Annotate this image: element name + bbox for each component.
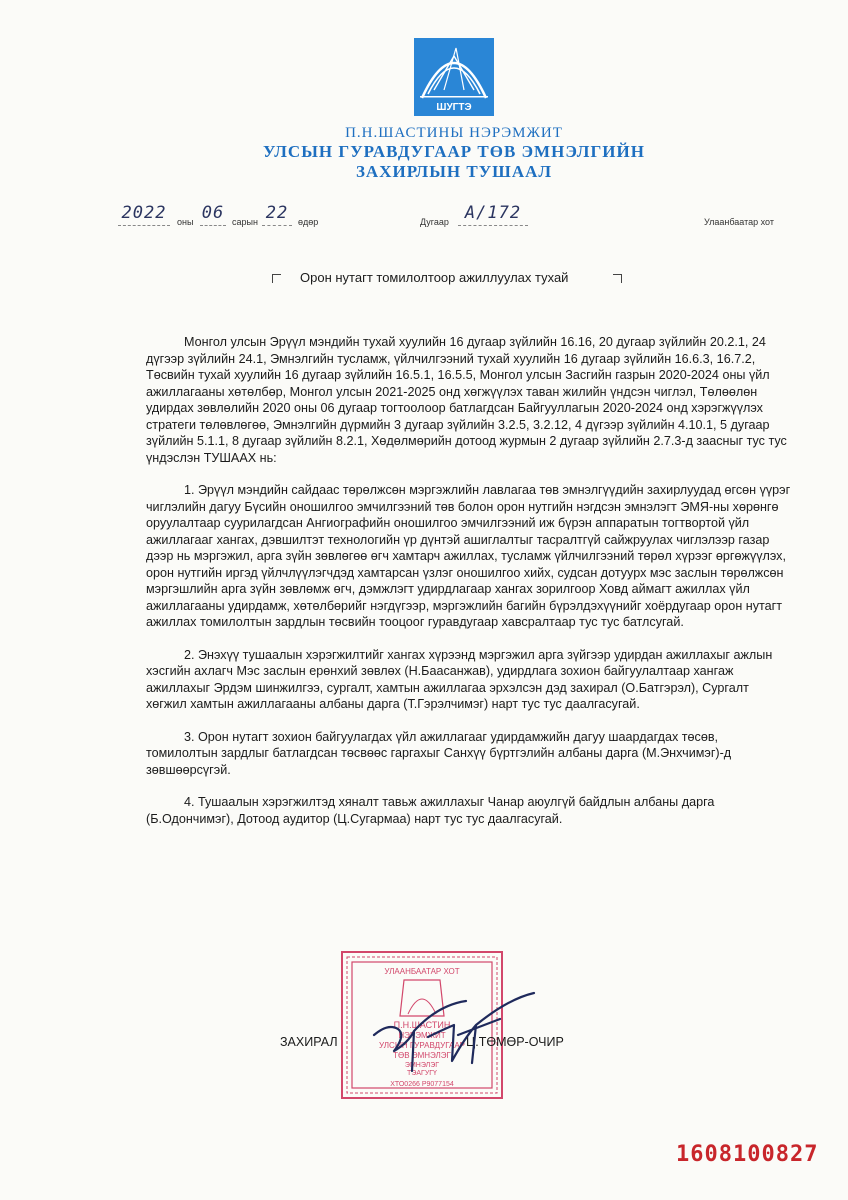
order-number: А/172: [458, 203, 528, 226]
stamp-line6: ТЭАГУГҮ: [407, 1070, 437, 1077]
document-header: [0, 124, 848, 182]
month-label: сарын: [232, 217, 258, 227]
hospital-subtitle: П.Н.ШАСТИНЫ НЭРЭМЖИТ: [345, 125, 563, 141]
hospital-logo: [414, 38, 494, 116]
subject-text: Орон нутагт томилолтоор ажиллуулах тухай: [300, 270, 569, 285]
order-item-4: 4. Тушаалын хэрэгжилтэд хяналт тавьж ажиллахыг Чанар аюулгүй байдлын албаны дарга (Б.Одончимэг), Дотоод аудитор (Ц.Сугармаа) нарт тус тус даалгасугай.: [146, 795, 715, 826]
corner-mark-right: [613, 274, 622, 283]
month-value: 06: [200, 203, 226, 226]
stamp-city: УЛААНБААТАР ХОТ: [384, 967, 460, 976]
hospital-title: УЛСЫН ГУРАВДУГААР ТӨВ ЭМНЭЛГИЙН: [263, 142, 645, 161]
day-value: 22: [262, 203, 292, 226]
signatory-position: ЗАХИРАЛ: [280, 1035, 338, 1049]
corner-mark-left: [272, 274, 281, 283]
order-title: ЗАХИРЛЫН ТУШААЛ: [355, 162, 553, 181]
year-value: 2022: [118, 203, 170, 226]
stamp-registry: ХТО0266 Р9077154: [390, 1081, 454, 1088]
signatory-name: Ц.ТӨМӨР-ОЧИР: [466, 1035, 564, 1049]
stamp-line4: ТӨВ ЭМНЭЛЭГ: [393, 1051, 451, 1060]
stamp-line2: НЭРЭМЖИТ: [398, 1031, 446, 1040]
document-serial-number: 1608100827: [676, 1142, 819, 1167]
city-label: Улаанбаатар хот: [704, 217, 774, 227]
order-body: [146, 334, 792, 827]
preamble-paragraph: Монгол улсын Эрүүл мэндийн тухай хуулийн 16 дугаар зүйлийн 16.16, 20 дугаар зүйлийн 20.2.1, 24 дүгээр зүйлийн 24.1, Эмнэлгийн тусламж, үйлчилгээний тухай хуулийн 16 дугаар зүйлийн 16.6.3, 16.7.2, Төсвийн тухай хуулийн 16 дугаар зүйлийн 16.5.1, 16.5.5, Монгол улсын Засгийн газрын 2020-2024 оны үйл ажиллагааны хөтөлбөр, Монгол улсын 2021-2025 онд хөгжүүлэх таван жилийн үндсэн чиглэл, Төлөөлөн удирдах зөвлөлийн 2020 оны 06 дугаар тогтоолоор батлагдсан Байгууллагын 2020-2024 онд хэрэгжүүлэх стратеги төлөвлөгөө, Эмнэлгийн дүрмийн 3 дугаар зүйлийн 3.2.5, 3.2.12, 4 дүгээр зүйлийн 4.10.1, 5 дугаар зүйлийн 5.1.1, 8 дугаар зүйлийн 8.2.1, Хөдөлмөрийн дотоод журмын 2 дугаар зүйлийн 2.7.3-д заасныг тус тус үндэслэн ТУШААХ нь:: [146, 335, 787, 465]
order-item-3: 3. Орон нутагт зохион байгуулагдах үйл ажиллагааг удирдамжийн дагуу шаардагдах төсөв, томилолтын зардлыг батлагдсан төсвөөс гаргахыг Санхүү бүртгэлийн албаны дарга (М.Энхчимэг)-д зөвшөөрсүгэй.: [146, 729, 732, 777]
year-label: оны: [177, 217, 194, 227]
date-line: [118, 203, 798, 233]
logo-text: ШУГТЭ: [436, 102, 472, 113]
handwritten-signature: [368, 985, 538, 1075]
stamp-line1: П.Н.ШАСТИН: [393, 1020, 451, 1030]
order-item-1: 1. Эрүүл мэндийн сайдаас төрөлжсөн мэргэжлийн лавлагаа төв эмнэлгүүдийн захирлуудад өгсөн үүрэг чиглэлийн дагуу Бүсийн оношилгоо эмчилгээний төв болон орон нутгийн нэгдсэн эмнэлэгт ЭМЯ-ны хөрөнгө оруулалтаар суурилагдсан Ангиографийн оношилгоо эмчилгээний иж бүрэн аппаратын тогтвортой үйл ажиллагааг хангах, дэвшилтэт технологийн үр дүнтэй ашиглалтыг тасралтгүй сайжруулах чиглэлээр газар дээр нь мэргэжил, арга зүйн зөвлөгөө өгч хамтарч ажиллах, тусламж үйлчилгээний төрөл хүрээг өргөжүүлэх, орон нутгийн иргэд үйлчлүүлэгчдэд хамтарсан үзлэг оношилгоо хийх, судсан дотуурх мэс заслын төрөлжсөн мэргэшлийн арга зүйн зөвлөмж өгч, дэмжлэгт удирдлагаар хангах зорилгоор Ховд аймагт ажиллах үйл ажиллагааны удирдамж, хөтөлбөрийг нэгдүгээр, мэргэжлийн багийн бүрэлдэхүүнийг хоёрдугаар орон нутагт ажиллах томилолтын зардлын төсвийн тооцоог гуравдугаар хавсралтаар тус тус батлсугай.: [146, 483, 791, 629]
day-label: өдөр: [298, 217, 319, 227]
stamp-line5: ЭМНЭЛЭГ: [404, 1062, 440, 1069]
order-subject: [272, 270, 622, 290]
order-item-2: 2. Энэхүү тушаалын хэрэгжилтийг хангах хүрээнд мэргэжил арга зүйгээр удирдан ажиллахыг ажлын хэсгийн ахлагч Мэс заслын ерөнхий зөвлөх (Н.Баасанжав), удирдлага зохион байгуулалтаар хангаж ажиллахыг Эрдэм шинжилгээ, сургалт, хамтын ажиллагаа эрхэлсэн дэд захирал (О.Батгэрэл), Сургалт хөгжил хамтын ажиллагааны албаны дарга (Т.Гэрэлчимэг) нарт тус тус даалгасугай.: [146, 647, 773, 711]
number-label: Дугаар: [420, 217, 449, 227]
stamp-line3: УЛСЫН ГУРАВДУГААР: [378, 1041, 466, 1050]
